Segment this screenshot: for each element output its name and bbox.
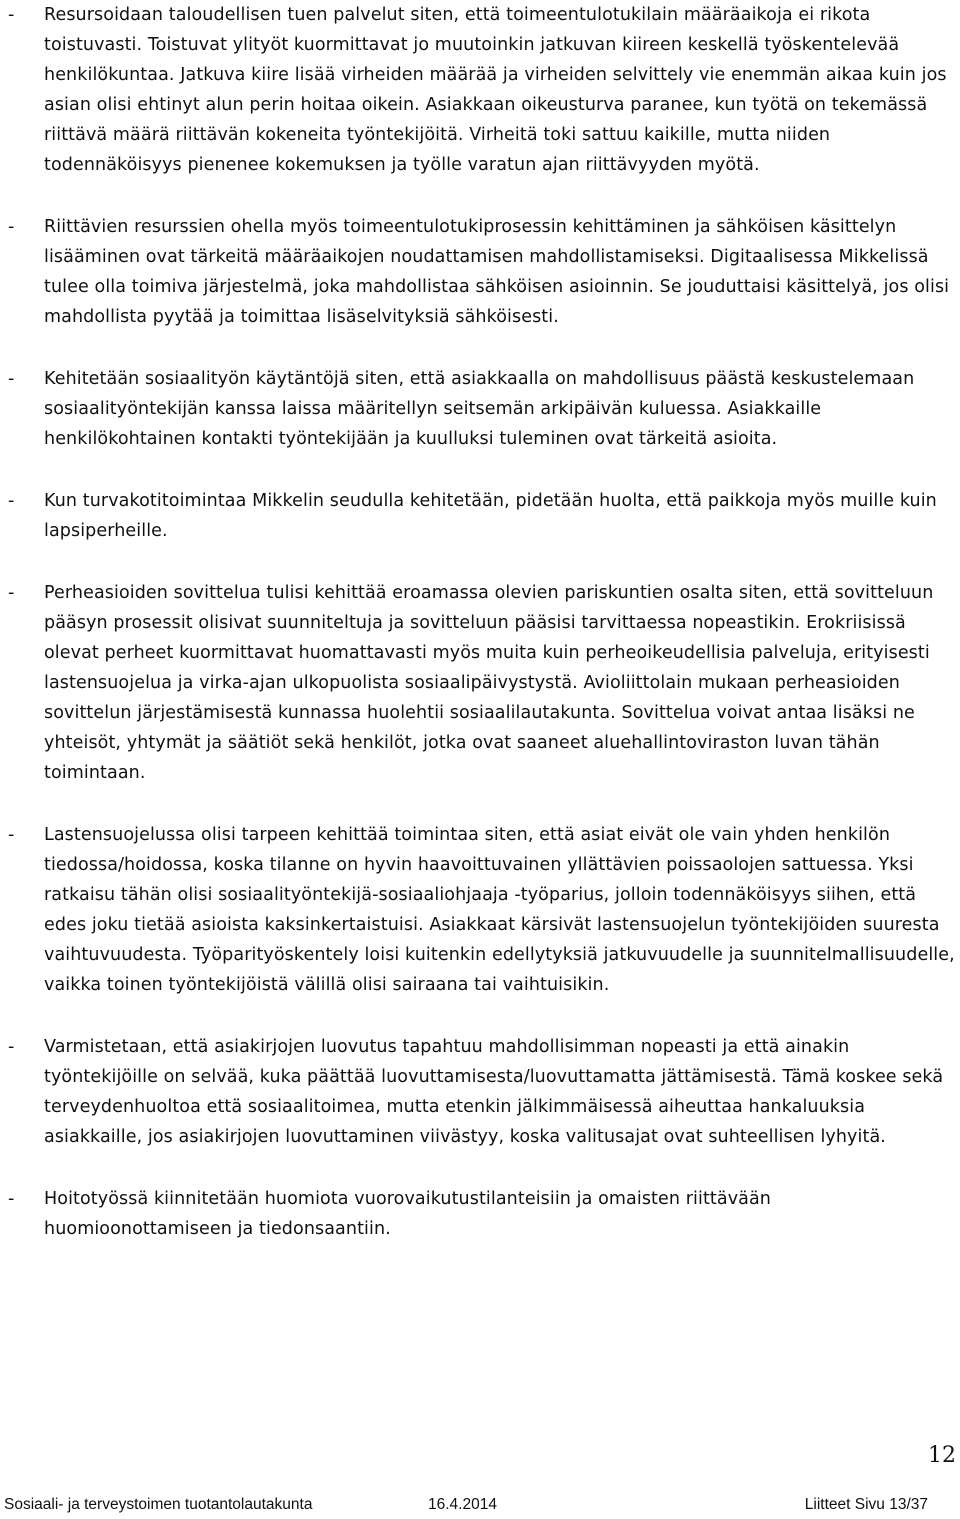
list-item [8,486,956,546]
bullet-dash: - [8,5,15,25]
bullet-dash: - [8,1189,15,1209]
bullet-dash: - [8,825,15,845]
bullet-dash: - [8,491,15,511]
list-item [8,212,956,332]
recommendation-list [8,0,956,1276]
list-item [8,1184,956,1244]
list-item-text: Perheasioiden sovittelua tulisi kehittää eroamassa olevien pariskuntien osalta siten, että sovitteluun pääsyn prosessit olisivat suunniteltuja ja sovitteluun pääsisi tarvittaessa nopeastikin. Erokriisissä olevat perheet kuormittavat huomattavasti myös muita kuin perheoikeudellisia palveluja, erityisesti lastensuojelua ja virka-ajan ulkopuolista sosiaalipäivystystä. Avioliittolain mukaan perheasioiden sovittelun järjestämisestä kunnassa huolehtii sosiaalilautakunta. Sovittelua voivat antaa lisäksi ne yhteisöt, yhtymät ja säätiöt sekä henkilöt, jotka ovat saaneet aluehallintoviraston luvan tähän toimintaan. [44,583,934,783]
bullet-dash: - [8,369,15,389]
list-item [8,1032,956,1152]
list-item-text: Resursoidaan taloudellisen tuen palvelut siten, että toimeentulotukilain määräaikoja ei rikota toistuvasti. Toistuvat ylityöt kuormittavat jo muutoinkin jatkuvan kiireen keskellä työskentelevää henkilökuntaa. Jatkuva kiire lisää virheiden määrää ja virheiden selvittely vie enemmän aikaa kuin jos asian olisi ehtinyt alun perin hoitaa oikein. Asiakkaan oikeusturva paranee, kun työtä on tekemässä riittävä määrä riittävän kokeneita työntekijöitä. Virheitä toki sattuu kaikille, mutta niiden todennäköisyys pienenee kokemuksen ja työlle varatun ajan riittävyyden myötä. [44,5,947,175]
list-item-text: Riittävien resurssien ohella myös toimeentulotukiprosessin kehittäminen ja sähköisen käsittelyn lisääminen ovat tärkeitä määräaikojen noudattamisen mahdollistamiseksi. Digitaalisessa Mikkelissä tulee olla toimiva järjestelmä, joka mahdollistaa sähköisen asioinnin. Se jouduttaisi käsittelyä, jos olisi mahdollista pyytää ja toimittaa lisäselvityksiä sähköisesti. [44,217,950,327]
footer-committee: Sosiaali- ja terveystoimen tuotantolautakunta [4,1496,313,1513]
list-item [8,820,956,1000]
list-item [8,578,956,788]
page-footer [0,1491,960,1519]
list-item-text: Lastensuojelussa olisi tarpeen kehittää toimintaa siten, että asiat eivät ole vain yhden henkilön tiedossa/hoidossa, koska tilanne on hyvin haavoittuvainen yllättävien poissaolojen sattuessa. Yksi ratkaisu tähän olisi sosiaalityöntekijä-sosiaaliohjaaja -työparius, jolloin todennäköisyys siihen, että edes joku tietää asioista kaksinkertaistuisi. Asiakkaat kärsivät lastensuojelun työntekijöiden suuresta vaihtuvuudesta. Työparityöskentely loisi kuitenkin edellytyksiä jatkuvuudelle ja suunnitelmallisuudelle, vaikka toinen työntekijöistä välillä olisi sairaana tai vaihtuisikin. [44,825,955,995]
list-item-text: Kehitetään sosiaalityön käytäntöjä siten, että asiakkaalla on mahdollisuus päästä keskustelemaan sosiaalityöntekijän kanssa laissa määritellyn seitsemän arkipäivän kuluessa. Asiakkaille henkilökohtainen kontakti työntekijään ja kuulluksi tuleminen ovat tärkeitä asioita. [44,369,915,449]
list-item-text: Hoitotyössä kiinnitetään huomiota vuorovaikutustilanteisiin ja omaisten riittävään huomioonottamiseen ja tiedonsaantiin. [44,1189,771,1239]
list-item [8,0,956,180]
page-number: 12 [928,1443,956,1468]
bullet-dash: - [8,583,15,603]
footer-date: 16.4.2014 [428,1496,497,1513]
bullet-dash: - [8,217,15,237]
bullet-dash: - [8,1037,15,1057]
footer-page-ref: Liitteet Sivu 13/37 [804,1496,928,1513]
list-item-text: Kun turvakotitoimintaa Mikkelin seudulla kehitetään, pidetään huolta, että paikkoja myös muille kuin lapsiperheille. [44,491,937,541]
list-item [8,364,956,454]
list-item-text: Varmistetaan, että asiakirjojen luovutus tapahtuu mahdollisimman nopeasti ja että ainakin työntekijöille on selvää, kuka päättää luovuttamisesta/luovuttamatta jättämisestä. Tämä koskee sekä terveydenhuoltoa että sosiaalitoimea, mutta etenkin jälkimmäisessä aiheuttaa hankaluuksia asiakkaille, jos asiakirjojen luovuttaminen viivästyy, koska valitusajat ovat suhteellisen lyhyitä. [44,1037,944,1147]
